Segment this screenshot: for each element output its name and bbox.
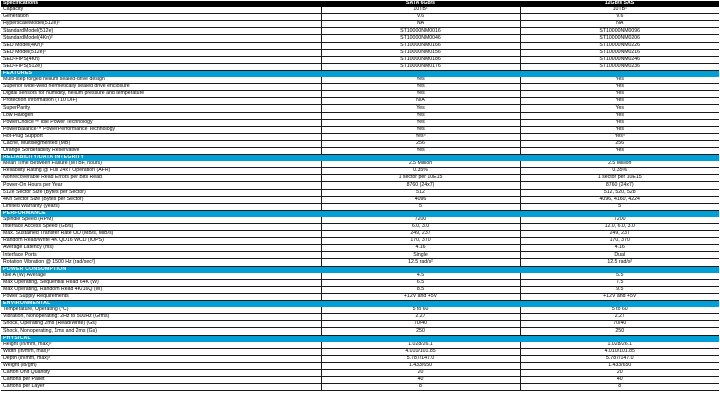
row-label: Max Operating, Sequential Read 64K (W): [1, 279, 321, 286]
row-value-sas: 4.010/101.85: [520, 348, 719, 355]
table-row: [1, 147, 719, 154]
row-value-sas: 20: [520, 369, 719, 376]
row-value-sata: 5 to 60: [321, 307, 520, 314]
table-row: [1, 77, 719, 84]
row-label: Average Latency (ms): [1, 245, 321, 252]
row-value-sata: 2.27: [321, 314, 520, 321]
table-row: [1, 126, 719, 133]
table-row: [1, 293, 719, 300]
row-value-sas: 8760 (24x7): [520, 182, 719, 189]
row-value-sata: Yes: [321, 147, 520, 154]
table-row: [1, 189, 719, 196]
table-row: [1, 259, 719, 266]
spec-table: [1, 1, 719, 391]
row-value-sata: ST10000NM0186: [321, 56, 520, 63]
row-value-sata: 1.433/650: [321, 362, 520, 369]
row-value-sata: Yes: [321, 105, 520, 112]
row-value-sata: 5.787/147.0: [321, 355, 520, 362]
row-value-sas: ST10000NM0206: [520, 35, 719, 42]
row-value-sas: 12.0, 6.0, 3.0: [520, 224, 719, 231]
section-title: PHYSICAL: [1, 335, 719, 342]
row-label: Orange Sorderability Reservative: [1, 147, 321, 154]
row-value-sata: ST10000NM0176: [321, 63, 520, 70]
row-value-sas: 1.433/650: [520, 362, 719, 369]
row-label: Digital sensors for humidity, helium pressure and temperature: [1, 91, 321, 98]
row-value-sas: Yes: [520, 77, 719, 84]
row-label: 4Kn Sector Size (Bytes per Sector): [1, 196, 321, 203]
header-sata: SATA 6Gb/s: [321, 1, 520, 7]
row-value-sas: 12.5 rad/s²: [520, 259, 719, 266]
row-value-sata: 1 sector per 10E15: [321, 175, 520, 182]
row-value-sas: 256: [520, 140, 719, 147]
table-row: [1, 307, 719, 314]
row-value-sata: 1.028/26.1: [321, 342, 520, 349]
row-value-sas: ST10000NM0216: [520, 49, 719, 56]
section-title: PERFORMANCE: [1, 210, 719, 217]
row-value-sata: 8760 (24x7): [321, 182, 520, 189]
row-value-sata: Yes: [321, 126, 520, 133]
row-value-sata: N/A: [321, 98, 520, 105]
row-value-sata: 7200: [321, 217, 520, 224]
row-label: SED Model(4Kn)²: [1, 42, 321, 49]
row-value-sas: 512, 520, 528: [520, 189, 719, 196]
table-row: [1, 384, 719, 391]
row-label: Temperature, Operating (°C): [1, 307, 321, 314]
row-value-sas: Yes: [520, 119, 719, 126]
row-value-sata: Yes: [321, 119, 520, 126]
row-value-sas: 7200: [520, 217, 719, 224]
row-value-sas: 249, 237: [520, 231, 719, 238]
spec-table-body: [1, 7, 719, 391]
row-value-sas: 0.35%: [520, 168, 719, 175]
table-row: [1, 252, 719, 259]
row-value-sas: Yes: [520, 147, 719, 154]
row-label: Limited Warranty (years): [1, 203, 321, 210]
row-label: Cache, Multisegmented (MB): [1, 140, 321, 147]
table-row: [1, 377, 719, 384]
row-label: Width (in/mm, max)³: [1, 348, 321, 355]
row-label: SuperParity: [1, 105, 321, 112]
row-value-sas: Yes: [520, 112, 719, 119]
row-value-sata: Yes: [321, 91, 520, 98]
row-value-sata: 0.35%: [321, 168, 520, 175]
row-value-sata: 4096: [321, 196, 520, 203]
row-label: Hot-Plug Support: [1, 133, 321, 140]
table-row: [1, 273, 719, 280]
row-value-sas: 4096, 4160, 4224: [520, 196, 719, 203]
row-value-sas: Yes: [520, 126, 719, 133]
table-row: [1, 7, 719, 14]
row-value-sata: Yes⁵: [321, 133, 520, 140]
row-value-sata: 4.16: [321, 245, 520, 252]
row-label: Weight (lb/gm): [1, 362, 321, 369]
row-value-sas: 5 to 60: [520, 307, 719, 314]
table-row: [1, 35, 719, 42]
row-value-sata: 170, 370: [321, 238, 520, 245]
row-label: Multi-step forged helium sealed-drive design: [1, 77, 321, 84]
row-value-sas: 40: [520, 377, 719, 384]
section-header: [1, 335, 719, 342]
table-row: [1, 231, 719, 238]
row-value-sata: Yes: [321, 84, 520, 91]
row-value-sas: 4.16: [520, 245, 719, 252]
row-value-sata: ST10000NM0156: [321, 49, 520, 56]
row-value-sata: 20: [321, 369, 520, 376]
row-label: Mean Time Between Failure (MTBF, hours): [1, 161, 321, 168]
row-value-sas: 70/40: [520, 321, 719, 328]
row-label: Vibration, Nonoperating: 2Hz to 500Hz (Grms): [1, 314, 321, 321]
row-label: Low Halogen: [1, 112, 321, 119]
table-row: [1, 56, 719, 63]
table-row: [1, 21, 719, 28]
table-row: [1, 42, 719, 49]
row-value-sas: 1.028/26.1: [520, 342, 719, 349]
row-value-sas: ST10000NM0236: [520, 63, 719, 70]
row-label: Cartons per Pallet: [1, 377, 321, 384]
section-header: [1, 266, 719, 273]
table-row: [1, 355, 719, 362]
row-value-sata: 40: [321, 377, 520, 384]
section-header: [1, 70, 719, 77]
row-value-sata: 512: [321, 189, 520, 196]
row-label: StandardModel(512e): [1, 28, 321, 35]
table-row: [1, 105, 719, 112]
row-value-sata: 250: [321, 328, 520, 335]
row-value-sas: V.6: [520, 14, 719, 21]
row-value-sas: 2.27: [520, 314, 719, 321]
row-label: Capacity: [1, 7, 321, 14]
table-row: [1, 196, 719, 203]
row-label: Random Read/Write 4K QD16 WCD (IOPS): [1, 238, 321, 245]
row-value-sas: 5.787/147.0: [520, 355, 719, 362]
table-row: [1, 119, 719, 126]
row-value-sas: ST10000NM0246: [520, 56, 719, 63]
row-label: Carton Unit Quantity: [1, 369, 321, 376]
row-value-sata: 6.5: [321, 279, 520, 286]
row-value-sas: +12V and +5V: [520, 293, 719, 300]
table-row: [1, 279, 719, 286]
row-value-sata: ST10000NM0166: [321, 42, 520, 49]
row-label: Cartons per Layer: [1, 384, 321, 391]
table-row: [1, 133, 719, 140]
section-title: POWER CONSUMPTION: [1, 266, 719, 273]
table-row: [1, 286, 719, 293]
row-value-sata: ST10000NM0046: [321, 35, 520, 42]
table-row: [1, 321, 719, 328]
table-row: [1, 168, 719, 175]
row-label: HyperscaleModel(512e)²: [1, 21, 321, 28]
row-label: Max Operating, Random Read 4K/16Q (W): [1, 286, 321, 293]
row-value-sata: +12V and +5V: [321, 293, 520, 300]
row-value-sata: 6.0, 3.0: [321, 224, 520, 231]
row-label: Depth (in/mm, max)³: [1, 355, 321, 362]
row-value-sas: Yes: [520, 105, 719, 112]
section-title: FEATURES: [1, 70, 719, 77]
table-row: [1, 63, 719, 70]
row-value-sas: 8: [520, 384, 719, 391]
row-value-sas: 5: [520, 203, 719, 210]
table-row: [1, 14, 719, 21]
row-label: Reliability Rating @ Full 24x7 Operation (AFR): [1, 168, 321, 175]
table-row: [1, 112, 719, 119]
row-value-sata: 249, 237: [321, 231, 520, 238]
table-row: [1, 342, 719, 349]
table-row: [1, 91, 719, 98]
row-value-sata: 70/40: [321, 321, 520, 328]
table-row: [1, 328, 719, 335]
row-value-sata: NA: [321, 21, 520, 28]
row-value-sas: 170, 370: [520, 238, 719, 245]
row-label: Nonrecoverable Read Errors per Bits Read: [1, 175, 321, 182]
row-label: SED-FIPS(4Kn): [1, 56, 321, 63]
row-value-sas: Yes: [520, 91, 719, 98]
row-value-sata: 4.5: [321, 273, 520, 280]
row-label: SED Model(512e)²: [1, 49, 321, 56]
table-row: [1, 224, 719, 231]
table-row: [1, 203, 719, 210]
row-label: StandardModel(4Kn)²: [1, 35, 321, 42]
row-value-sas: NA: [520, 21, 719, 28]
row-label: Power Supply Requirements: [1, 293, 321, 300]
row-value-sas: Yes: [520, 84, 719, 91]
table-row: [1, 49, 719, 56]
row-value-sata: Yes: [321, 112, 520, 119]
table-row: [1, 245, 719, 252]
row-value-sas: 1 sector per 10E15: [520, 175, 719, 182]
row-value-sas: ST10000NM0096: [520, 28, 719, 35]
table-row: [1, 28, 719, 35]
table-row: [1, 98, 719, 105]
row-value-sata: 2.5 Million: [321, 161, 520, 168]
section-header: [1, 155, 719, 162]
row-value-sas: Yes: [520, 98, 719, 105]
row-value-sata: 5: [321, 203, 520, 210]
section-title: RELIABILITY/DATA INTEGRITY: [1, 155, 719, 162]
row-label: Shock, Operating 2ms (Read/Write) (Gs): [1, 321, 321, 328]
table-row: [1, 84, 719, 91]
row-value-sata: 256: [321, 140, 520, 147]
row-value-sata: 8: [321, 384, 520, 391]
row-value-sas: 250: [520, 328, 719, 335]
table-row: [1, 238, 719, 245]
row-value-sata: 4.010/101.85: [321, 348, 520, 355]
row-label: Rotation Vibration @ 1500 Hz (rad/sec²): [1, 259, 321, 266]
row-label: Interface Access Speed (Gb/s): [1, 224, 321, 231]
row-value-sas: 9.5: [520, 286, 719, 293]
table-row: [1, 217, 719, 224]
table-row: [1, 314, 719, 321]
row-value-sas: 2.5 Million: [520, 161, 719, 168]
row-label: Interface Ports: [1, 252, 321, 259]
section-header: [1, 210, 719, 217]
row-label: Height (in/mm, max)³: [1, 342, 321, 349]
row-label: Power-On Hours per Year: [1, 182, 321, 189]
header-sas: 12Gb/s SAS: [520, 1, 719, 7]
row-label: PowerChoice™ Idle Power Technology: [1, 119, 321, 126]
row-label: 512e Sector Size (Bytes per Sector): [1, 189, 321, 196]
spec-sheet: [1, 1, 719, 391]
row-label: Spindle Speed (RPM): [1, 217, 321, 224]
row-label: PowerBalance™ PowerPerformance Technology: [1, 126, 321, 133]
row-value-sas: 5.5: [520, 273, 719, 280]
row-value-sata: 10TB¹: [321, 7, 520, 14]
row-label: Protection Information (T10 DIF): [1, 98, 321, 105]
row-value-sas: Yes⁵: [520, 133, 719, 140]
row-value-sata: Yes: [321, 77, 520, 84]
header-specifications: Specifications: [1, 1, 321, 7]
row-value-sata: ST10000NM0016: [321, 28, 520, 35]
table-row: [1, 369, 719, 376]
row-label: Idle A (W) Average: [1, 273, 321, 280]
row-value-sata: 12.5 rad/s²: [321, 259, 520, 266]
row-label: Generation: [1, 14, 321, 21]
row-value-sas: 7.5: [520, 279, 719, 286]
row-value-sata: V.6: [321, 14, 520, 21]
row-value-sata: Single: [321, 252, 520, 259]
row-label: Superior wide-weld hermetically sealed drive enclosure: [1, 84, 321, 91]
row-value-sas: ST10000NM0226: [520, 42, 719, 49]
table-row: [1, 182, 719, 189]
row-value-sas: 10TB¹: [520, 7, 719, 14]
table-row: [1, 161, 719, 168]
section-title: ENVIRONMENTAL: [1, 301, 719, 308]
table-row: [1, 362, 719, 369]
row-value-sata: 8.5: [321, 286, 520, 293]
table-row: [1, 175, 719, 182]
row-label: Max. Sustained Transfer Rate OD (MB/s, MiB/s): [1, 231, 321, 238]
row-label: Shock, Nonoperating, 1ms and 2ms (Gs): [1, 328, 321, 335]
row-value-sas: Dual: [520, 252, 719, 259]
table-row: [1, 140, 719, 147]
row-label: SED-FIPS(512e): [1, 63, 321, 70]
section-header: [1, 301, 719, 308]
table-row: [1, 348, 719, 355]
